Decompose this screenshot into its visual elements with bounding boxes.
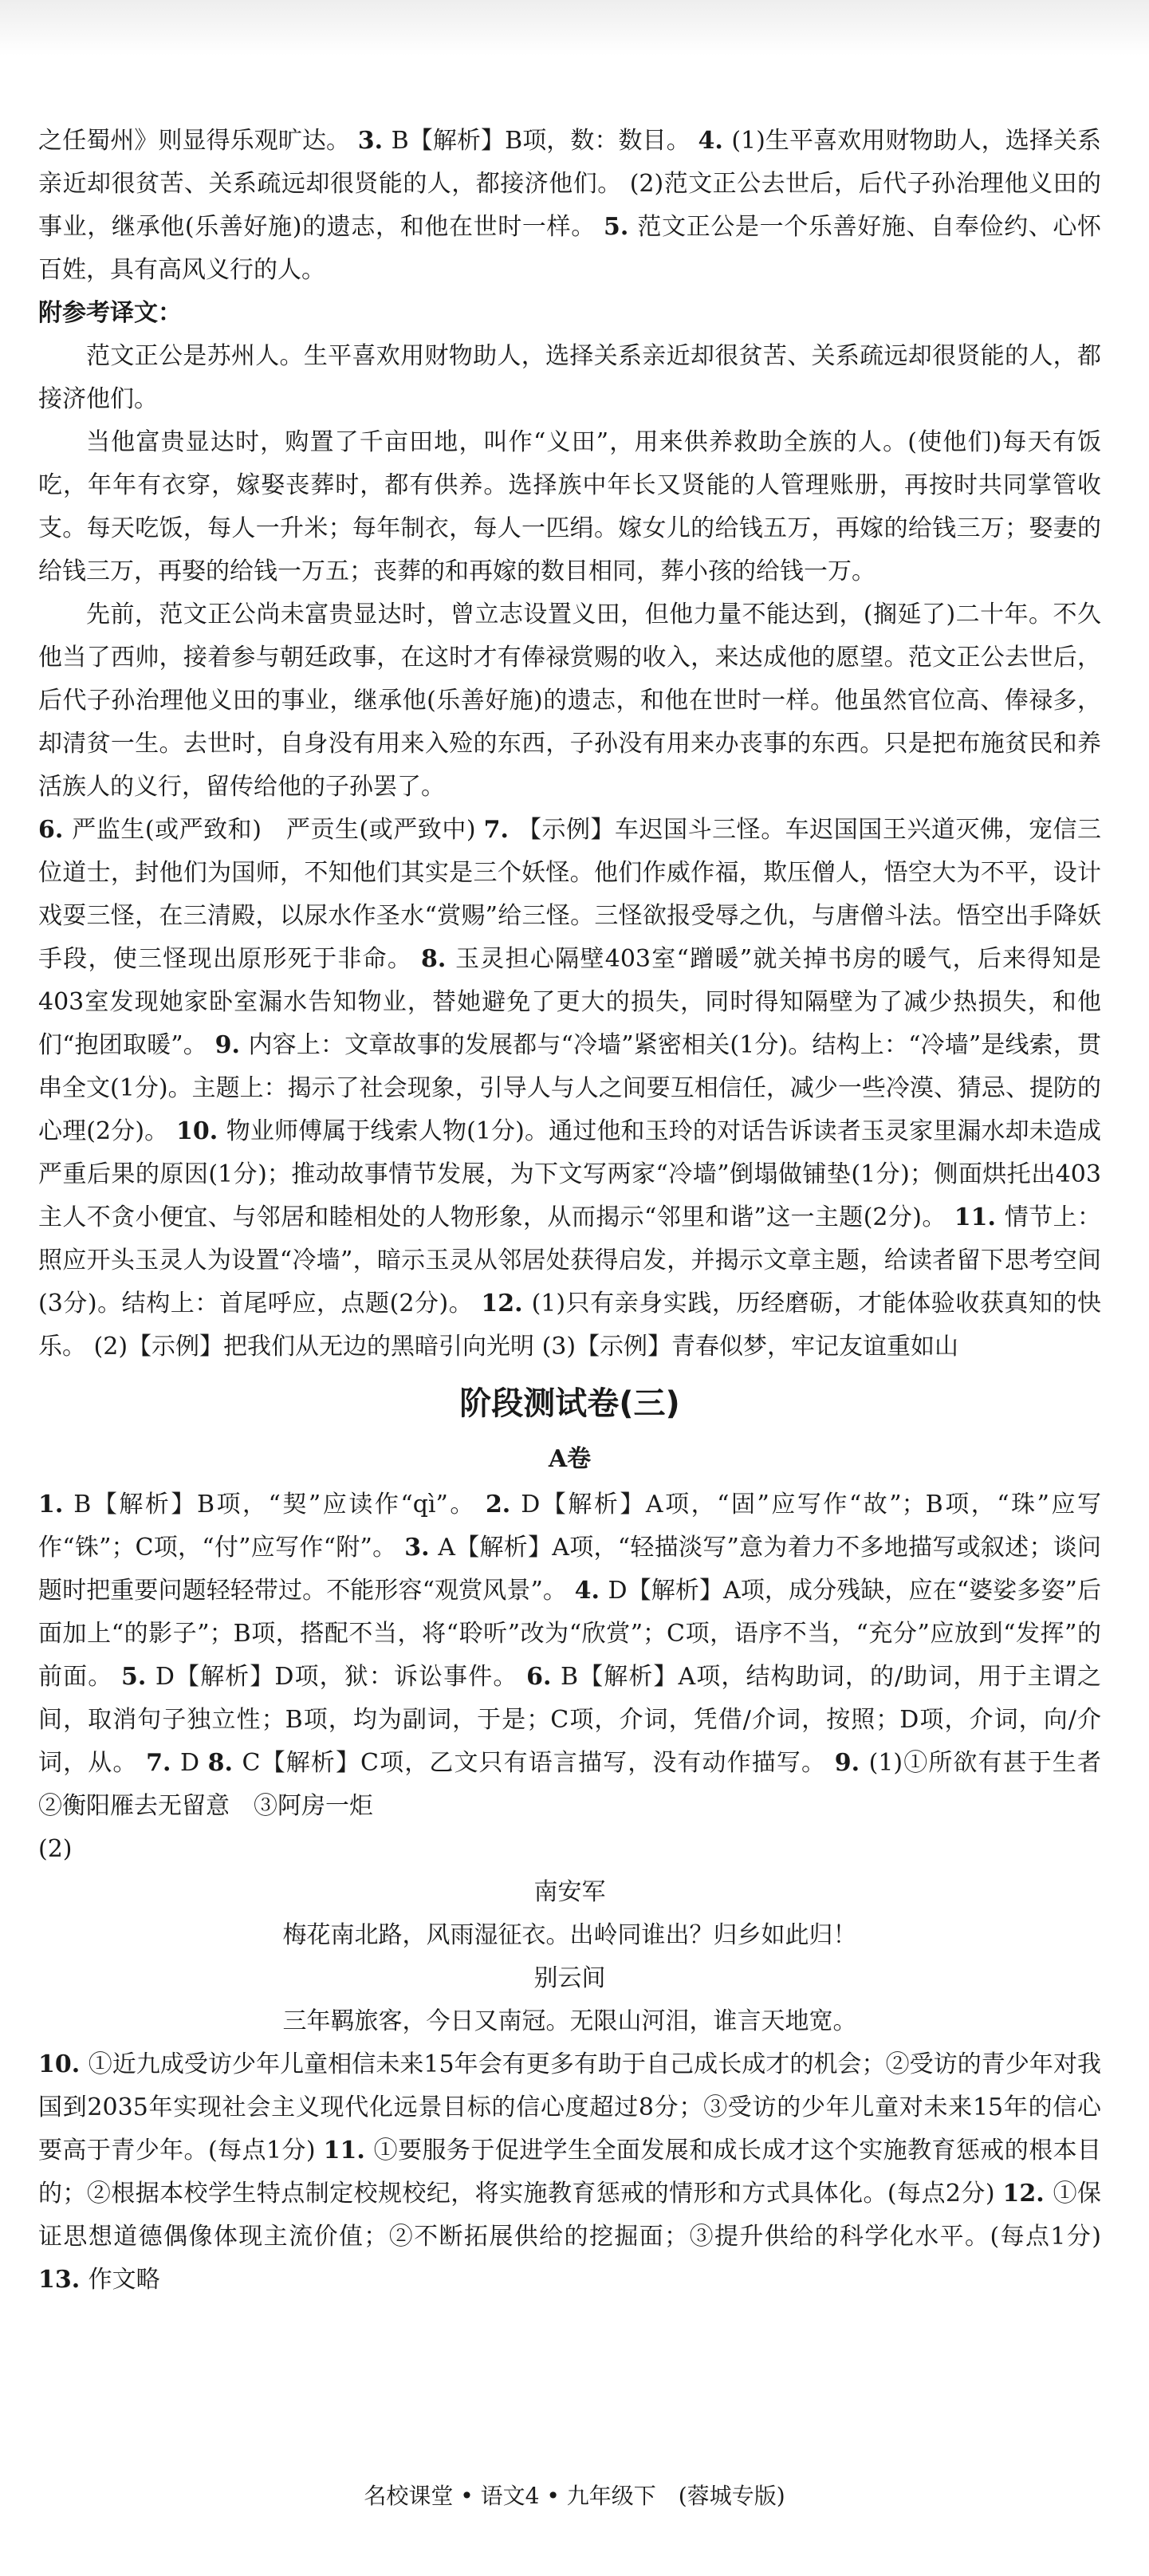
scan-shadow <box>0 0 1149 56</box>
translation-paragraph: 范文正公是苏州人。生平喜欢用财物助人，选择关系亲近却很贫苦、关系疏远却很贤能的人，都接济他们。 <box>38 342 1101 413</box>
translation-title: 附参考译文： <box>38 299 182 327</box>
section-title: 阶段测试卷(三) <box>459 1385 680 1422</box>
poem-line: 三年羁旅客，今日又南冠。无限山河泪，谁言天地宽。 <box>282 2007 857 2035</box>
poem-line: 梅花南北路，风雨湿征衣。出岭同谁出？归乡如此归！ <box>282 1921 857 1949</box>
section-subtitle: A卷 <box>548 1445 592 1473</box>
poem-title: 别云间 <box>533 1964 606 1992</box>
poem-title: 南安军 <box>533 1878 606 1906</box>
answers-block-3: 1. B【解析】B项，“契”应读作“qì”。 2. D【解析】A项，“固”应写作“故”；B项，“珠”应写作“铢”；C项，“付”应写作“附”。 3. A【解析】A项，“轻描淡写”意为着力不多地描写或叙述；谈问题时把重要问题轻轻带过。不能形容“观赏风景”。 4. D【解析】A项，成分残缺，应在“婆娑多姿”后面加上“的影子”；B项，搭配不当，将“聆听”改为“欣赏”；C项，语序不当，“充分”应放到“发挥”的前面。 5. D【解析】D项，狱：诉讼事件。 6. B【解析】A项，结构助词，的/助词，用于主谓之间，取消句子独立性；B项，均为副词，于是；C项，介词，凭借/介词，按照；D项，介词，向/介词，从。 7. D 8. C【解析】C项，乙文只有语言描写，没有动作描写。 9. (1)①所欲有甚于生者 ②衡阳雁去无留意 ③阿房一炬 <box>38 1491 1125 1820</box>
answers-block-2: 6. 严监生(或严致和) 严贡生(或严致中) 7. 【示例】车迟国斗三怪。车迟国国王兴道灭佛，宠信三位道士，封他们为国师，不知他们其实是三个妖怪。他们作威作福，欺压僧人，悟空大为不平，设计戏耍三怪，在三清殿，以尿水作圣水“赏赐”给三怪。三怪欲报受辱之仇，与唐僧斗法。悟空出手降妖手段，使三怪现出原形死于非命。 8. 玉灵担心隔壁403室“蹭暖”就关掉书房的暖气，后来得知是403室发现她家卧室漏水告知物业，替她避免了更大的损失，同时得知隔壁为了减少热损失，和他们“抱团取暖”。 9. 内容上：文章故事的发展都与“冷墙”紧密相关(1分)。结构上：“冷墙”是线索，贯串全文(1分)。主题上：揭示了社会现象，引导人与人之间要互相信任，减少一些冷漠、猜忌、提防的心理(2分)。 10. 物业师傅属于线索人物(1分)。通过他和玉玲的对话告诉读者玉灵家里漏水却未造成严重后果的原因(1分)；推动故事情节发展，为下文写两家“冷墙”倒塌做铺垫(1分)；侧面烘托出403主人不贪小便宜、与邻居和睦相处的人物形象，从而揭示“邻里和谐”这一主题(2分)。 11. 情节上：照应开头玉灵人为设置“冷墙”，暗示玉灵从邻居处获得启发，并揭示文章主题，给读者留下思考空间(3分)。结构上：首尾呼应，点题(2分)。 12. (1)只有亲身实践，历经磨砺，才能体验收获真知的快乐。 (2)【示例】把我们从无边的黑暗引向光明 (3)【示例】青春似梦，牢记友谊重如山 <box>38 816 1102 1361</box>
translation-paragraph: 先前，范文正公尚未富贵显达时，曾立志设置义田，但他力量不能达到，(搁延了)二十年。不久他当了西帅，接着参与朝廷政事，在这时才有俸禄赏赐的收入，来达成他的愿望。范文正公去世后，后代子孙治理他义田的事业，继承他(乐善好施)的遗志，和他在世时一样。他虽然官位高、俸禄多，却清贫一生。去世时，自身没有用来入殓的东西，子孙没有用来办丧事的东西。只是把布施贫民和养活族人的义行，留传给他的子孙罢了。 <box>38 601 1101 801</box>
page-footer: 名校课堂 • 语文4 • 九年级下 (蓉城专版) <box>364 2483 785 2509</box>
answers-block-1: 之任蜀州》则显得乐观旷达。 3. B【解析】B项，数：数目。 4. (1)生平喜欢用财物助人，选择关系亲近却很贫苦、关系疏远却很贤能的人，都接济他们。 (2)范文正公去世后，后代子孙治理他义田的事业，继承他(乐善好施)的遗志，和他在世时一样。 5. 范文正公是一个乐善好施、自奉俭约、心怀百姓，具有高风义行的人。 <box>38 127 1102 284</box>
poem-label: (2) <box>38 1835 73 1863</box>
translation-paragraph: 当他富贵显达时，购置了千亩田地，叫作“义田”，用来供养救助全族的人。(使他们)每天有饭吃，年年有衣穿，嫁娶丧葬时，都有供养。选择族中年长又贤能的人管理账册，再按时共同掌管收支。每天吃饭，每人一升米；每年制衣，每人一匹绢。嫁女儿的给钱五万，再嫁的给钱三万；娶妻的给钱三万，再娶的给钱一万五；丧葬的和再嫁的数目相同，葬小孩的给钱一万。 <box>38 428 1101 585</box>
answers-block-4: 10. ①近九成受访少年儿童相信未来15年会有更多有助于自己成长成才的机会；②受访的青少年对我国到2035年实现社会主义现代化远景目标的信心度超过8分；③受访的少年儿童对未来15年的信心要高于青少年。(每点1分) 11. ①要服务于促进学生全面发展和成长成才这个实施教育惩戒的根本目的；②根据本校学生特点制定校规校纪，将实施教育惩戒的情形和方式具体化。(每点2分) 12. ①保证思想道德偶像体现主流价值；②不断拓展供给的挖掘面；③提升供给的科学化水平。(每点1分) 13. 作文略 <box>38 2050 1102 2294</box>
